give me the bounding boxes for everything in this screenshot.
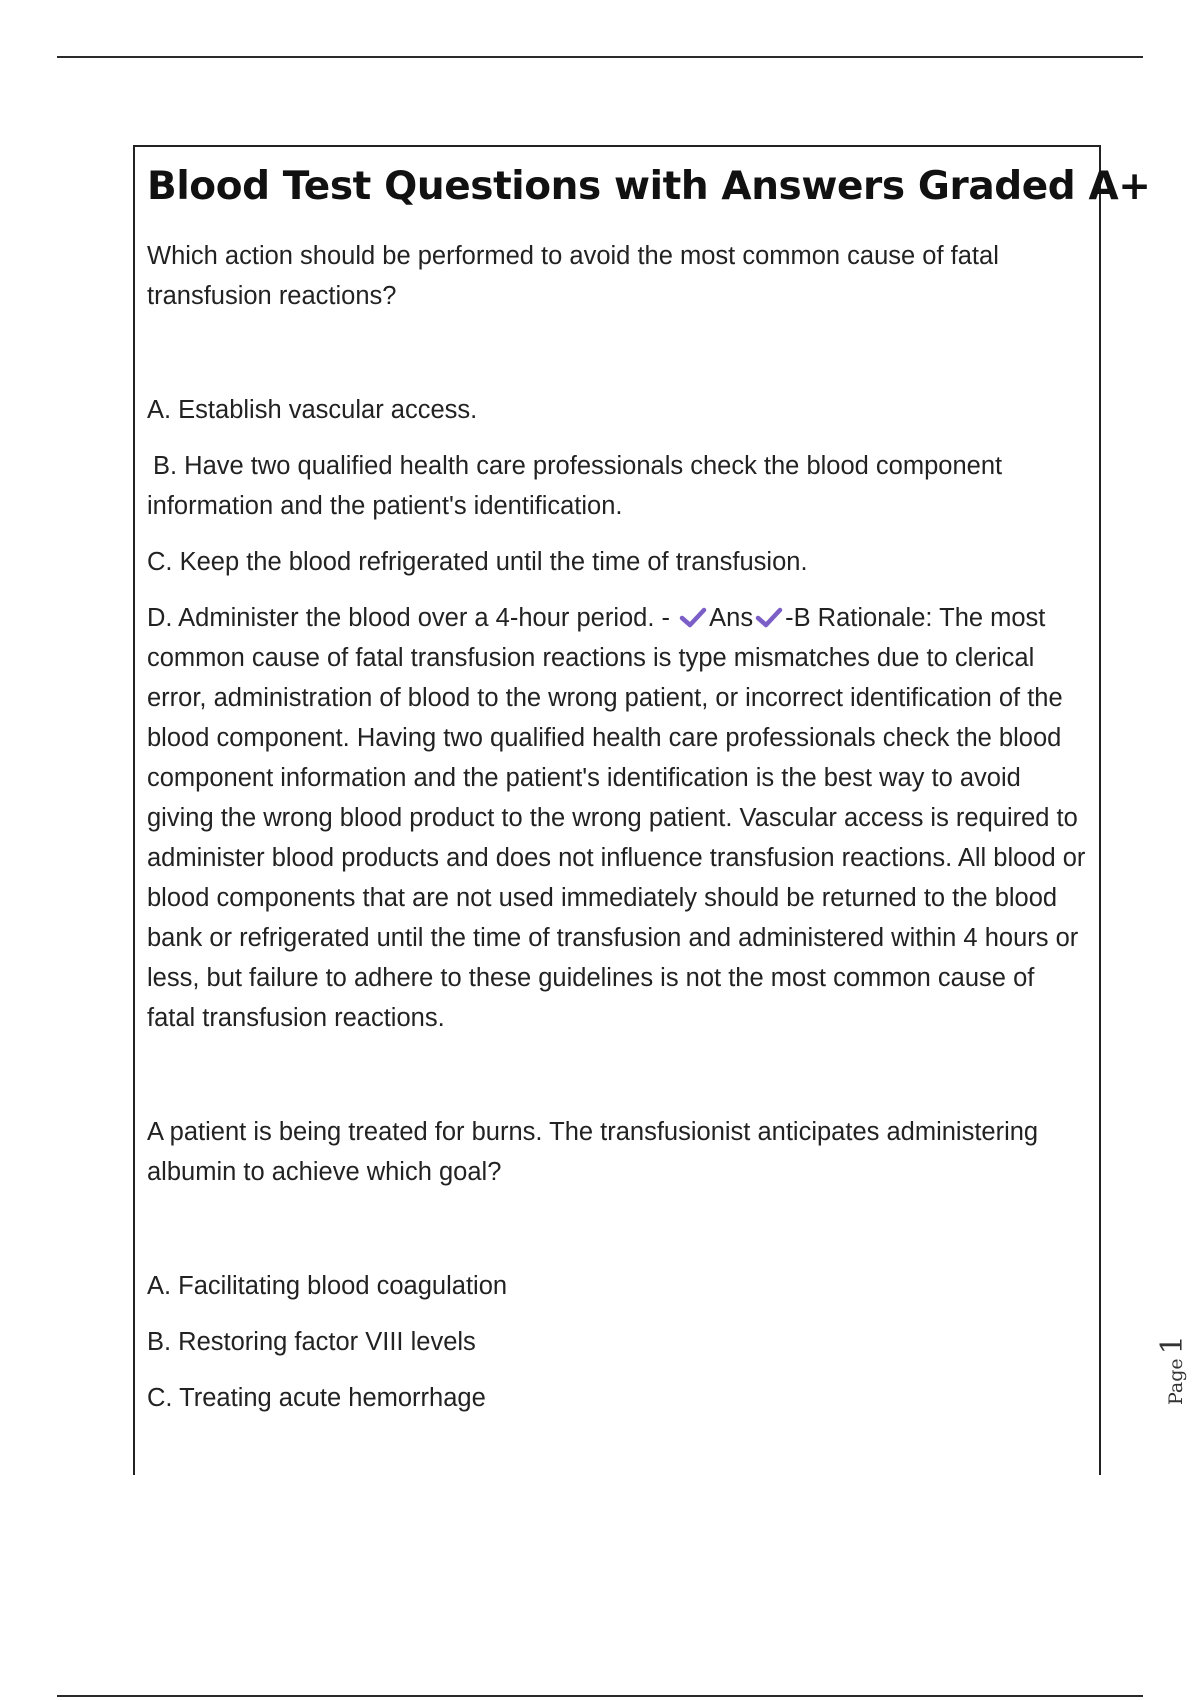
question-1-option-d: D. Administer the blood over a 4-hour period. - bbox=[147, 604, 671, 632]
question-1-stem: Which action should be performed to avoid the most common cause of fatal transfusion reactions? bbox=[147, 242, 999, 310]
header-rule bbox=[57, 56, 1143, 58]
question-2-stem: A patient is being treated for burns. The transfusionist anticipates administering albumin to achieve which goal? bbox=[147, 1118, 1039, 1186]
question-2-option-b: B. Restoring factor VIII levels bbox=[147, 1328, 476, 1356]
question-2-option-a: A. Facilitating blood coagulation bbox=[147, 1272, 508, 1300]
answer-rationale: -B Rationale: The most common cause of fatal transfusion reactions is type mismatches due to clerical error, administration of blood to the wrong patient, or incorrect identification of the blood component. Having two qualified health care professionals check the blood component information and the patient's identification is the best way to avoid giving the wrong blood product to the wrong patient. Vascular access is required to administer blood products and does not influence transfusion reactions. All blood or blood components that are not used immediately should be returned to the blood bank or refrigerated until the time of transfusion and administered within 4 hours or less, but failure to adhere to these guidelines is not the most common cause of fatal transfusion reactions. bbox=[147, 604, 1086, 1032]
document-title: Blood Test Questions with Answers Graded A+ bbox=[147, 164, 1151, 209]
document-content bbox=[133, 145, 1151, 1475]
question-1-option-a: A. Establish vascular access. bbox=[147, 396, 478, 424]
question-1-option-b: B. Have two qualified health care professionals check the blood component information and the patient's identification. bbox=[147, 452, 1003, 520]
checkmark-icon bbox=[755, 607, 783, 629]
question-1-option-d-and-rationale bbox=[147, 598, 1087, 1038]
question-2-option-c: C. Treating acute hemorrhage bbox=[147, 1384, 486, 1412]
page-word: Page bbox=[1165, 1358, 1187, 1405]
footer-rule bbox=[57, 1695, 1143, 1697]
page-number: 1 bbox=[1155, 1335, 1190, 1355]
page-number-label bbox=[1155, 1335, 1200, 1405]
checkmark-icon bbox=[679, 607, 707, 629]
answer-label: Ans bbox=[709, 604, 754, 632]
question-1-option-c: C. Keep the blood refrigerated until the time of transfusion. bbox=[147, 548, 808, 576]
